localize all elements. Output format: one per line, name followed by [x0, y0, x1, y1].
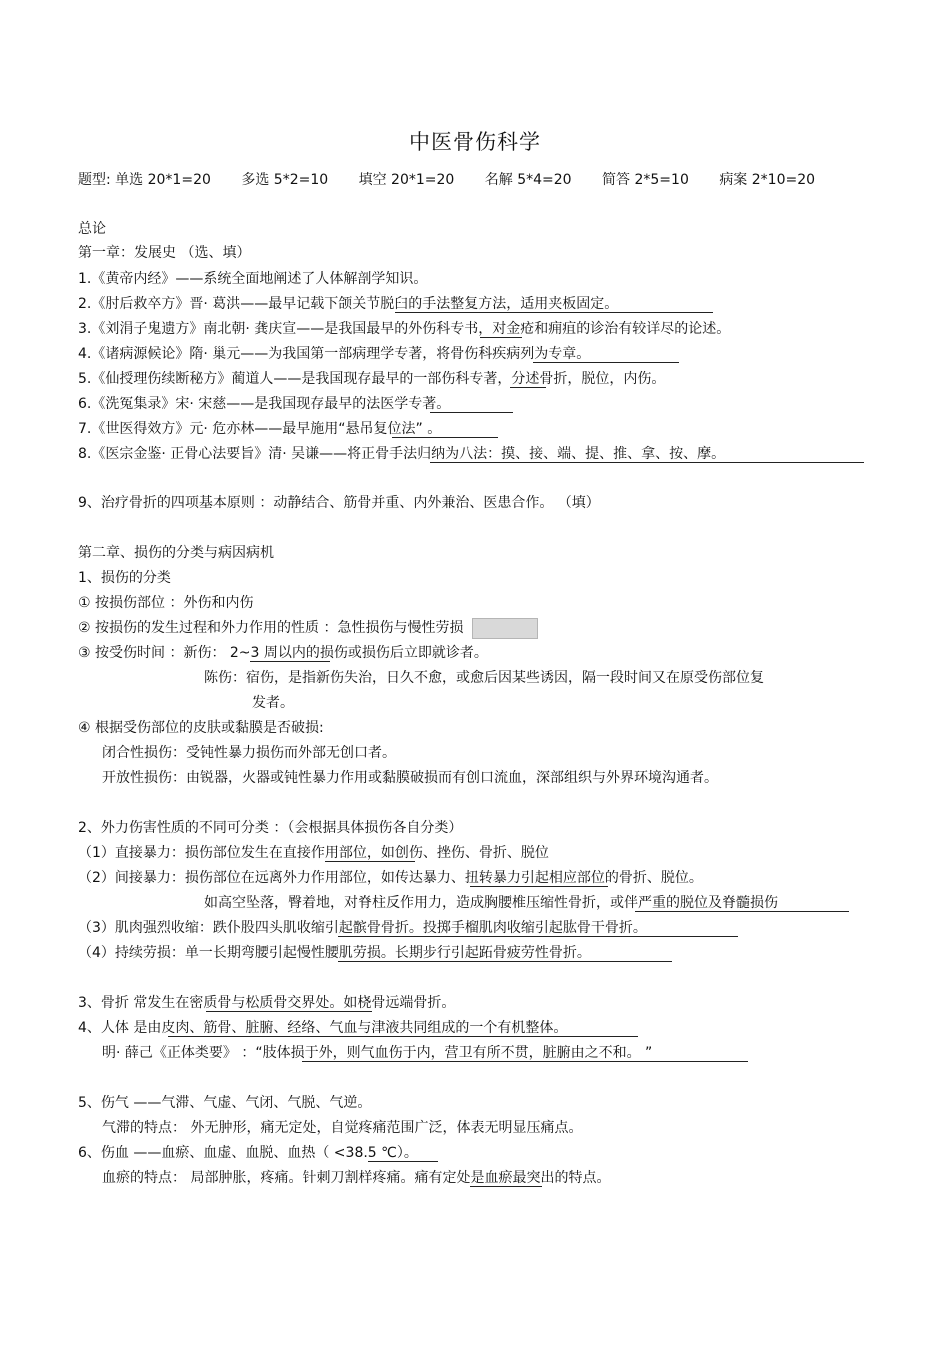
- text-line: 6.《洗冤集录》宋· 宋慈——是我国现存最早的法医学专著。: [78, 396, 451, 412]
- text-line: 7.《世医得效方》元· 危亦林——最早施用“悬吊复位法” 。: [78, 421, 442, 437]
- text-line: 闭合性损伤：受钝性暴力损伤而外部无创口者。: [102, 745, 396, 761]
- underline: [392, 437, 498, 438]
- text-line: 2.《肘后救卒方》晋· 葛洪——最早记载下颌关节脱臼的手法整复方法，适用夹板固定。: [78, 296, 619, 312]
- exam-format-item: 填空 20*1=20: [358, 172, 455, 188]
- underline: [168, 1036, 638, 1037]
- underline: [470, 886, 608, 887]
- text-line: 4、人体 是由皮肉、筋骨、脏腑、经络、气血与津液共同组成的一个有机整体。: [78, 1020, 568, 1036]
- text-line: 1、损伤的分类: [78, 570, 171, 586]
- text-line: （3）肌肉强烈收缩：跌仆股四头肌收缩引起髌骨骨折。投掷手榴肌肉收缩引起肱骨干骨折。: [78, 920, 647, 936]
- underline: [470, 1186, 542, 1187]
- text-line: （4）持续劳损：单一长期弯腰引起慢性腰肌劳损。长期步行引起跖骨疲劳性骨折。: [78, 945, 591, 961]
- exam-format-item: 简答 2*5=10: [602, 172, 689, 188]
- underline: [533, 362, 679, 363]
- text-line: 8.《医宗金鉴· 正骨心法要旨》清· 吴谦——将正骨手法归纳为八法：摸、接、端、提、推、拿、按、摩。: [78, 446, 726, 462]
- text-line: 1.《黄帝内经》——系统全面地阐述了人体解剖学知识。: [78, 271, 428, 287]
- exam-format-label: 题型:: [78, 172, 111, 188]
- text-line: 发者。: [252, 695, 294, 711]
- text-line: 9、治疗骨折的四项基本原则 ：动静结合、筋骨并重、内外兼治、医患合作。 （填）: [78, 495, 600, 511]
- exam-format-item: 单选 20*1=20: [115, 172, 211, 188]
- text-line: 如高空坠落，臀着地，对脊柱反作用力，造成胸腰椎压缩性骨折，或伴严重的脱位及脊髓损伤: [204, 895, 778, 911]
- underline: [338, 936, 738, 937]
- text-line: 明· 薛己《正体类要》 ：“肢体损于外，则气血伤于内，营卫有所不贯，脏腑由之不和。 ”: [102, 1045, 653, 1061]
- text-line: 2、外力伤害性质的不同可分类 ：（会根据具体损伤各自分类）: [78, 820, 463, 836]
- text-line: ④ 根据受伤部位的皮肤或黏膜是否破损:: [78, 720, 324, 736]
- text-line: 4.《诸病源候论》隋· 巢元——为我国第一部病理学专著，将骨伤科疾病列为专章。: [78, 346, 591, 362]
- underline: [338, 961, 672, 962]
- underline: [480, 337, 522, 338]
- page-title: 中医骨伤科学: [409, 130, 541, 154]
- text-line: （2）间接暴力：损伤部位在远离外力作用部位，如传达暴力、扭转暴力引起相应部位的骨折、脱位。: [78, 870, 703, 886]
- underline: [430, 462, 864, 463]
- exam-format-item: 名解 5*4=20: [484, 172, 572, 188]
- text-line: ② 按损伤的发生过程和外力作用的性质 ：急性损伤与慢性劳损: [78, 620, 464, 636]
- text-line: （1）直接暴力：损伤部位发生在直接作用部位，如创伤、挫伤、骨折、脱位: [78, 845, 549, 861]
- text-line: 5、伤气 ——气滞、气虚、气闭、气脱、气逆。: [78, 1095, 372, 1111]
- underline: [206, 1011, 372, 1012]
- chapter-heading: 第一章：发展史 （选、填）: [78, 245, 251, 261]
- underline: [635, 911, 849, 912]
- text-line: 5.《仙授理伤续断秘方》蔺道人——是我国现存最早的一部伤科专著，分述骨折，脱位，内伤。: [78, 371, 666, 387]
- text-line: 6、伤血 ——血瘀、血虚、血脱、血热（ <38.5 ℃）。: [78, 1145, 418, 1161]
- underline: [510, 387, 546, 388]
- text-line: ① 按损伤部位 ：外伤和内伤: [78, 595, 254, 611]
- text-line: 气滞的特点： 外无肿形，痛无定处，自觉疼痛范围广泛，体表无明显压痛点。: [102, 1120, 583, 1136]
- text-highlight: [472, 618, 538, 639]
- text-line: 开放性损伤：由锐器，火器或钝性暴力作用或黏膜破损而有创口流血，深部组织与外界环境沟通者。: [102, 770, 718, 786]
- exam-format-item: 病案 2*10=20: [719, 172, 816, 188]
- text-line: 3.《刘涓子鬼遗方》南北朝· 龚庆宣——是我国最早的外伤科专书，对金疮和痈疽的诊治有较详尽的论述。: [78, 321, 731, 337]
- section-heading: 总论: [78, 221, 106, 237]
- underline: [395, 312, 713, 313]
- underline: [368, 1161, 438, 1162]
- underline: [250, 661, 330, 662]
- exam-format-item: 多选 5*2=10: [241, 172, 329, 188]
- chapter-heading: 第二章、损伤的分类与病因病机: [78, 545, 274, 561]
- underline: [430, 412, 513, 413]
- underline: [325, 861, 415, 862]
- text-line: ③ 按受伤时间 ：新伤： 2~3 周以内的损伤或损伤后立即就诊者。: [78, 645, 488, 661]
- text-line: 陈伤：宿伤，是指新伤失治，日久不愈，或愈后因某些诱因，隔一段时间又在原受伤部位复: [204, 670, 764, 686]
- text-line: 3、骨折 常发生在密质骨与松质骨交界处。如桡骨远端骨折。: [78, 995, 456, 1011]
- underline: [302, 1061, 748, 1062]
- text-line: 血瘀的特点： 局部肿胀，疼痛。针刺刀割样疼痛。痛有定处是血瘀最突出的特点。: [102, 1170, 611, 1186]
- exam-format-row: [78, 171, 815, 189]
